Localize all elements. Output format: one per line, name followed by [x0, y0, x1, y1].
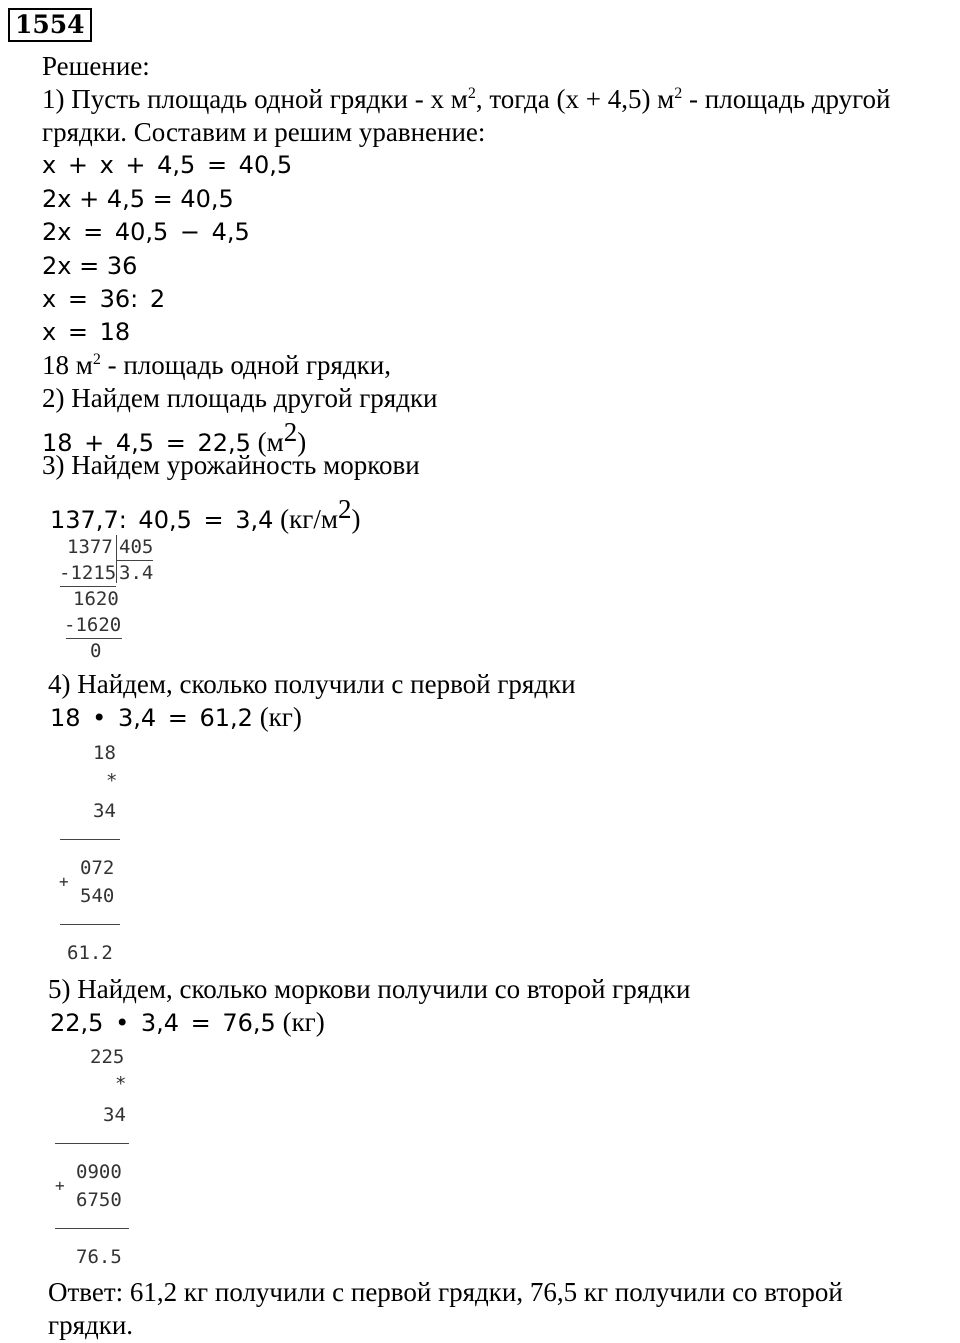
area-one-sup: 2 [92, 351, 101, 368]
area-one-text-b: - площадь одной грядки, [100, 350, 391, 380]
division-dividend: 1377 [67, 536, 113, 558]
division-divisor-rule [117, 560, 153, 561]
step2-unit-a: (м [250, 427, 284, 457]
step1-sup2: 2 [674, 85, 683, 102]
step1-text-c: - площадь другой [682, 84, 891, 114]
answer-line-1: Ответ: 61,2 кг получили с первой грядки, 76,5 кг получили со второй [48, 1277, 843, 1307]
mult1-partial-2: 540 [80, 885, 115, 907]
step3-expression: 137,7: 40,5 = 3,4 [50, 506, 274, 534]
division-subtrahend-2: -1620 [64, 614, 122, 636]
mult2-operator: * [115, 1073, 127, 1095]
step5-expression: 22,5 • 3,4 = 76,5 [50, 1009, 276, 1037]
equation-2: 2x + 4,5 = 40,5 [42, 185, 234, 213]
equation-3: 2x = 40,5 − 4,5 [42, 218, 250, 246]
step2-title: 2) Найдем площадь другой грядки [42, 383, 438, 413]
mult1-rule-2 [60, 924, 120, 925]
mult2-rule-1 [55, 1143, 129, 1144]
mult1-result: 61.2 [67, 942, 113, 964]
step4-expression-line [50, 701, 302, 736]
step3-unit-b: ) [351, 504, 361, 534]
step2-unit-b: ) [297, 427, 307, 457]
step1-text-a: 1) Пусть площадь одной грядки - x м [42, 84, 468, 114]
mult2-factor-a: 225 [90, 1046, 125, 1068]
mult2-plus: + [55, 1176, 65, 1195]
mult2-result: 76.5 [76, 1246, 122, 1268]
mult1-plus: + [59, 872, 69, 891]
solution-heading: Решение: [42, 51, 150, 81]
area-one-line [42, 349, 391, 383]
step4-unit: (кг) [252, 702, 302, 732]
area-one-text-a: 18 м [42, 350, 93, 380]
answer-line-2: грядки. [48, 1310, 134, 1340]
step5-expression-line [50, 1006, 325, 1041]
step1-text-b: , тогда (x + 4,5) м [475, 84, 675, 114]
step1-line2: грядки. Составим и решим уравнение: [42, 117, 486, 147]
step3-title: 3) Найдем урожайность моркови [42, 450, 420, 480]
step4-title: 4) Найдем, сколько получили с первой грядки [48, 669, 576, 699]
mult1-factor-b: 34 [93, 800, 116, 822]
division-remainder-1: 1620 [73, 588, 119, 610]
step2-unit-sup: 2 [283, 417, 298, 447]
division-quotient: 3.4 [119, 562, 154, 584]
equation-5: x = 36: 2 [42, 285, 166, 313]
step2-expression: 18 + 4,5 = 22,5 [42, 429, 251, 457]
mult1-rule-1 [60, 839, 120, 840]
step1-line1 [42, 83, 891, 117]
step5-unit: (кг) [275, 1007, 325, 1037]
division-subtrahend-1: -1215 [59, 562, 117, 584]
step5-title: 5) Найдем, сколько моркови получили со второй грядки [48, 974, 691, 1004]
mult2-partial-2: 6750 [76, 1189, 122, 1211]
step4-expression: 18 • 3,4 = 61,2 [50, 704, 253, 732]
division-rule-1 [60, 586, 116, 587]
mult2-factor-b: 34 [103, 1104, 126, 1126]
step3-unit-a: (кг/м [273, 504, 338, 534]
mult2-partial-1: 0900 [76, 1161, 122, 1183]
division-remainder-2: 0 [90, 640, 102, 662]
task-number: 1554 [8, 8, 92, 42]
equation-4: 2x = 36 [42, 252, 138, 280]
equation-1: x + x + 4,5 = 40,5 [42, 151, 293, 179]
mult1-operator: * [106, 770, 118, 792]
step1-sup1: 2 [467, 85, 476, 102]
mult1-factor-a: 18 [93, 742, 116, 764]
equation-6: x = 18 [42, 318, 131, 346]
step3-expression-line [50, 493, 360, 538]
mult1-partial-1: 072 [80, 857, 115, 879]
division-divisor: 405 [119, 536, 154, 558]
division-rule-2 [66, 638, 122, 639]
mult2-rule-2 [55, 1228, 129, 1229]
step3-unit-sup: 2 [337, 494, 352, 524]
